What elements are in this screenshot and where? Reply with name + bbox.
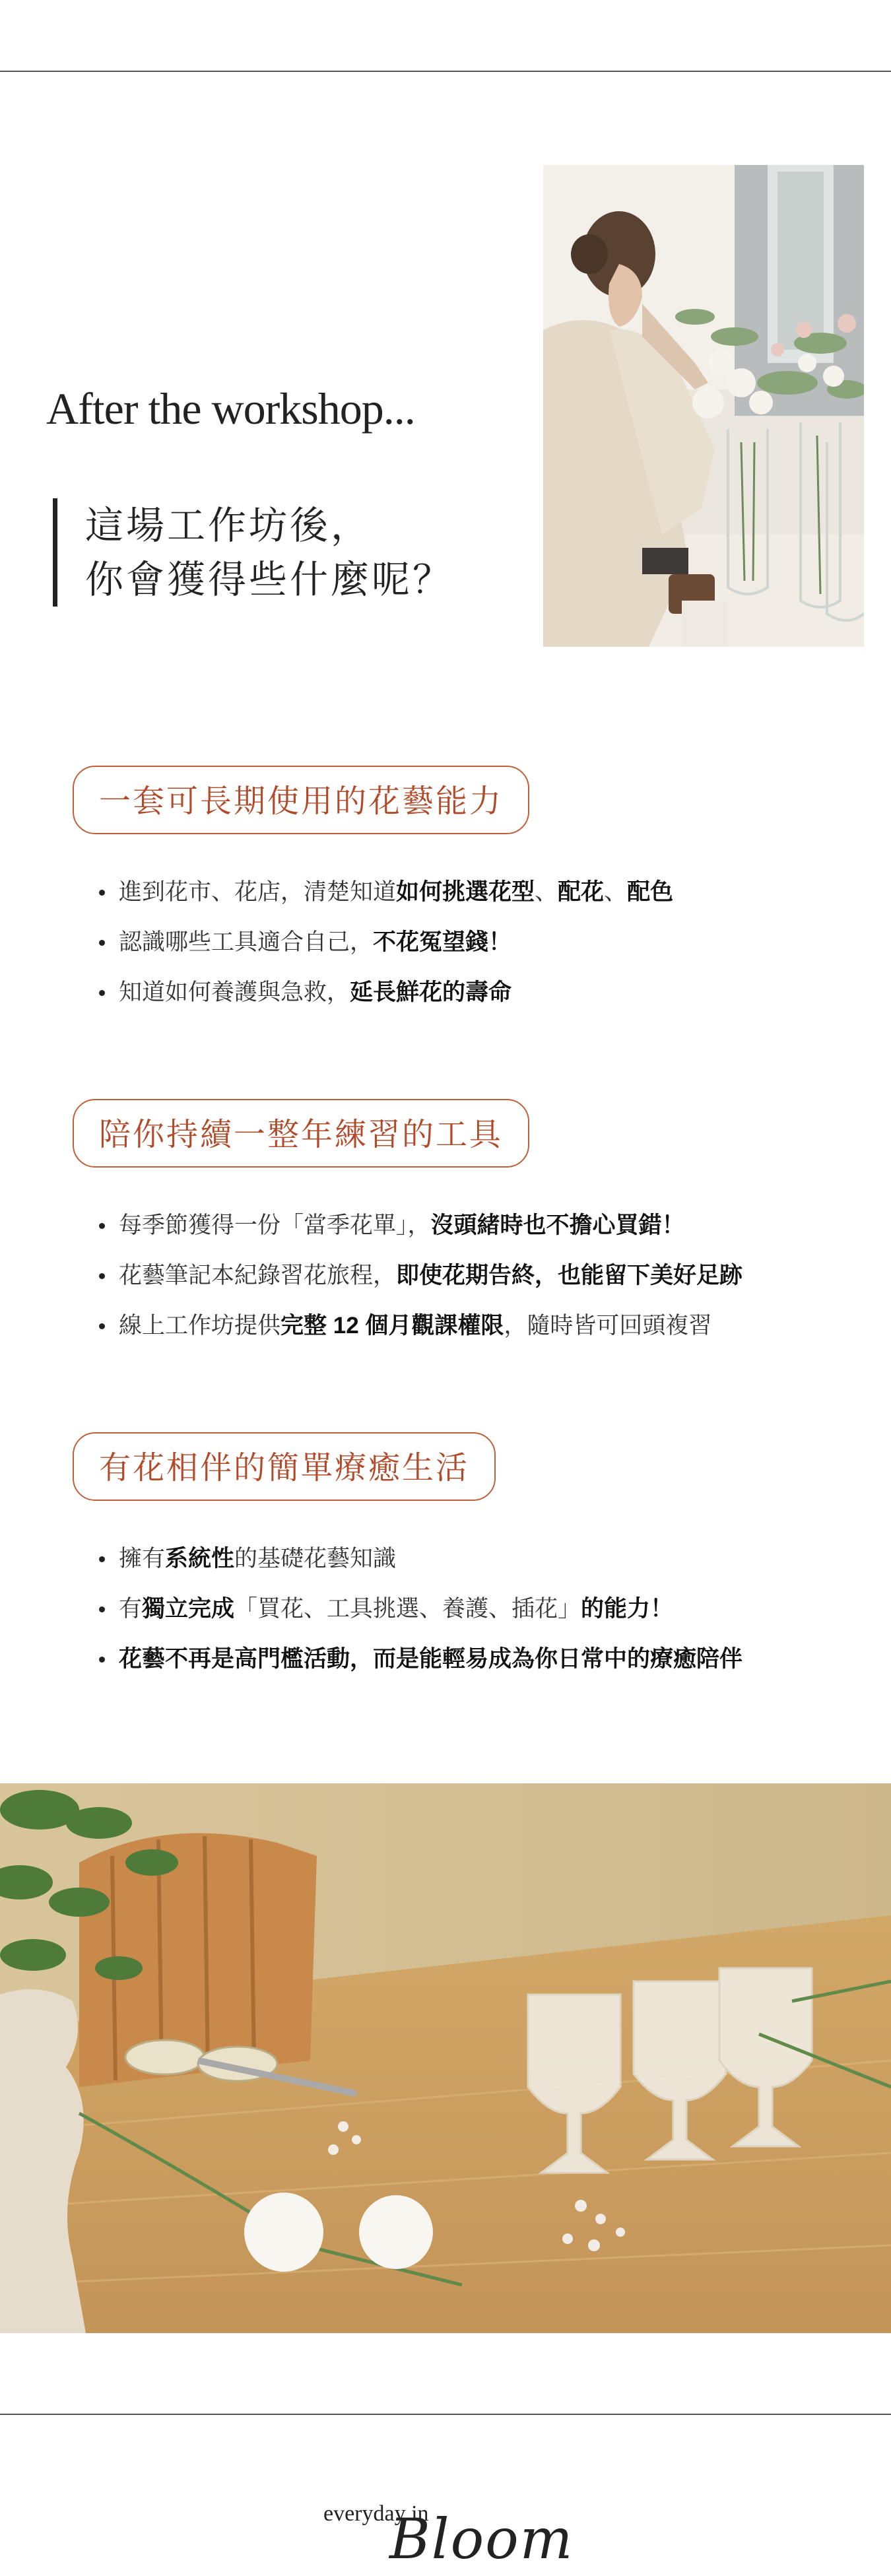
question-line-1: 這場工作坊後， xyxy=(85,503,372,548)
section-heading: 有花相伴的簡單療癒生活 xyxy=(73,1432,496,1501)
list-item: 每季節獲得一份「當季花單」，沒頭緒時也不擔心買錯！ xyxy=(73,1201,832,1251)
list-item: 進到花市、花店，清楚知道如何挑選花型、配花、配色 xyxy=(73,867,832,917)
question-line-2: 你會獲得些什麼呢？ xyxy=(85,557,454,602)
list-item: 認識哪些工具適合自己，不花冤望錢！ xyxy=(73,917,832,968)
intro-title: After the workshop... xyxy=(46,383,415,434)
bullet-list xyxy=(73,867,832,1018)
bottom-divider xyxy=(0,2414,891,2415)
list-item: 線上工作坊提供完整 12 個月觀課權限，隨時皆可回頭複習 xyxy=(73,1301,832,1351)
brand-logo xyxy=(317,2488,594,2571)
section-skills xyxy=(73,766,832,1018)
list-item: 知道如何養護與急救，延長鮮花的壽命 xyxy=(73,968,832,1018)
list-item: 擁有系統性的基礎花藝知識 xyxy=(73,1534,832,1584)
section-life xyxy=(73,1432,832,1684)
list-item: 花藝筆記本紀錄習花旅程，即使花期告終，也能留下美好足跡 xyxy=(73,1251,832,1301)
section-heading: 一套可長期使用的花藝能力 xyxy=(73,766,529,834)
logo-subtitle: everyday in xyxy=(323,2501,429,2526)
top-divider xyxy=(0,71,891,72)
section-tools xyxy=(73,1099,832,1351)
table-flowers-photo xyxy=(0,1783,891,2333)
florist-photo xyxy=(543,165,864,647)
logo-script: Bloom xyxy=(389,2507,574,2571)
bullet-list xyxy=(73,1534,832,1684)
intro-question xyxy=(53,498,560,607)
list-item: 有獨立完成「買花、工具挑選、養護、插花」的能力！ xyxy=(73,1584,832,1634)
section-heading: 陪你持續一整年練習的工具 xyxy=(73,1099,529,1168)
bullet-list xyxy=(73,1201,832,1351)
list-item: 花藝不再是高門檻活動，而是能輕易成為你日常中的療癒陪伴 xyxy=(73,1634,832,1684)
